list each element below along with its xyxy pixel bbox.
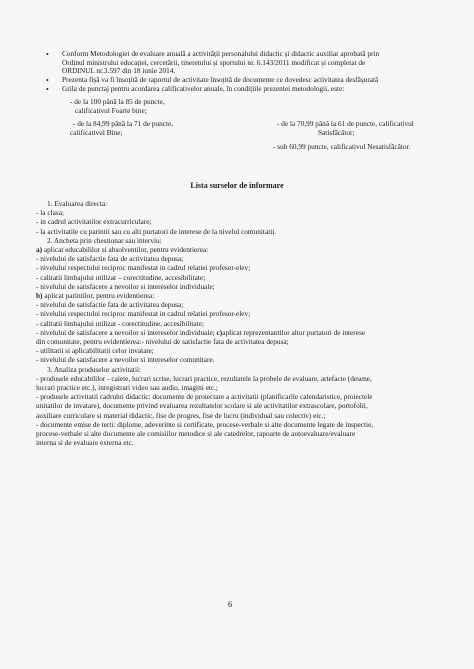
sources-line: - nivelului respectului reciproc manifestat in cadrul relatiei profesor-elev; bbox=[36, 263, 251, 273]
sources-line: 2. Ancheta prin chestionar sau interviu: bbox=[47, 235, 162, 245]
grid-left1a: - de la 100 până la 85 de puncte, bbox=[70, 97, 165, 106]
sources-line: aplicat reprezentantilor altor purtatori de interese bbox=[222, 327, 366, 337]
sources-line: auxiliare curriculare si material didactic, fise de progres, fise de lucru (individual sau colectiv) etc.; bbox=[36, 410, 326, 420]
grid-left2a: - de la 84,99 până la 71 de puncte, bbox=[73, 119, 174, 128]
sources-line: din comunitate, pentru evidentierea:- nivelului de satisfactie fata de activitatea depusa; bbox=[36, 337, 289, 346]
sources-title: Lista surselor de informare bbox=[190, 181, 284, 190]
sources-item-a bbox=[36, 246, 208, 254]
intro-bullet1-line1: Conform Metodologiei de evaluare anuală a activității personalului didactic și didactic auxiliar aprobată prin bbox=[62, 49, 380, 58]
sources-line: - nivelului de satisfacere a nevoilor si intereselor individuale; bbox=[36, 281, 215, 291]
sources-line: aplicat parintilor, pentru evidentierea: bbox=[44, 291, 155, 300]
sources-line: unitatilor de invatare), documente privind evaluarea rezultatelor scolare si ale activitatilor extrascolare, portofolii, bbox=[36, 401, 368, 411]
bullet-icon: • bbox=[46, 50, 49, 59]
sources-line: - produsele activitatii cadrului didactic: documente de proiectare a activitatii (planificarile calendaristice, proiectele bbox=[36, 392, 373, 402]
sources-line: - nivelului de satisfactie fata de activitatea depusa; bbox=[36, 254, 184, 264]
sources-line: - calitatii limbajului utilizat - corectitudine, accesibilitate; bbox=[36, 318, 204, 328]
sources-line: - documente emise de terti: diplome, adeverinte si certificate, procese-verbale si alte documente legate de inspectie, bbox=[36, 419, 374, 429]
label-a: a) bbox=[36, 245, 43, 254]
sources-line: - utilitatii si aplicabilitatii celor invatate; bbox=[36, 346, 154, 356]
page-number: 6 bbox=[228, 599, 233, 609]
sources-line: - nivelului respectului reciproc manifestat in cadrul relatiei profesor-elev; bbox=[36, 309, 251, 319]
sources-line: 1. Evaluarea directa: bbox=[47, 199, 108, 208]
intro-bullet1-line3: ORDINUL nr.3.597 din 18 iunie 2014. bbox=[62, 66, 176, 76]
sources-line: - produsele educabililor - caiete, lucrari scrise, lucrari practice, rezultatele la probele de evaluare, artefacte (desene, bbox=[36, 373, 372, 383]
sources-line: - nivelului de satisfacere a nevoilor si intereselor comunitare. bbox=[36, 355, 215, 365]
sources-line: lucrari practice etc.), inregistrari video sau audio, imagini etc.; bbox=[36, 383, 218, 392]
sources-line: 3. Analiza produselor activitatii: bbox=[47, 364, 142, 374]
sources-line: aplicat educabililor si absolventilor, pentru evidentierea: bbox=[43, 245, 209, 254]
sources-item-c bbox=[36, 329, 365, 337]
sources-line: - in cadrul activitatilor extracurriculare; bbox=[36, 217, 152, 227]
intro-bullet1-line2: Ordinul ministrului educației, cercetării, tineretului și sportului nr. 6.143/2011 modificat și completat de bbox=[62, 57, 366, 67]
sources-line: procese-verbale si alte documente ale comisiilor metodice si ale catedrelor, rapoarte de autoevaluare/evaluare bbox=[36, 429, 356, 438]
bullet-icon: • bbox=[46, 76, 49, 85]
grid-left2b: calificativul Bine; bbox=[70, 127, 123, 137]
label-c: c) bbox=[216, 327, 223, 337]
sources-line: - nivelului de satisfacere a nevoilor si intereselor individuale; bbox=[36, 327, 215, 337]
sources-item-b bbox=[36, 292, 154, 300]
bullet-icon: • bbox=[46, 85, 49, 94]
grid-right1a: - de la 70,99 până la 61 de puncte, calificativul bbox=[277, 119, 414, 128]
sources-line: - la activitatile cu parintii sau cu alti purtatori de interese de la nivelul comunitatii. bbox=[36, 226, 277, 236]
grid-right2: - sub 60,99 puncte, calificativul Nesatisfăcător. bbox=[273, 142, 411, 151]
label-b: b) bbox=[36, 291, 43, 300]
sources-line: - calitatii limbajului utilizat – corectitudine, accesibilitate; bbox=[36, 272, 206, 282]
sources-line: - la clasa; bbox=[36, 208, 64, 218]
intro-bullet3: Grila de punctaj pentru acordarea calificativelor anuale, în condițiile prezentei metodologii, este: bbox=[62, 84, 345, 93]
intro-bullet2: Prezenta fișă va fi însoțită de raportul de activitate însoțită de documente ce dovedesc activitatea desfășurată bbox=[62, 75, 379, 84]
sources-line: - nivelului de satisfactie fata de activitatea depusa; bbox=[36, 300, 184, 310]
grid-right1b: Satisfăcător; bbox=[318, 127, 355, 137]
sources-line: interna si de evaluare externa etc. bbox=[36, 438, 134, 448]
grid-left1b: calificativul Foarte bine; bbox=[75, 106, 147, 115]
